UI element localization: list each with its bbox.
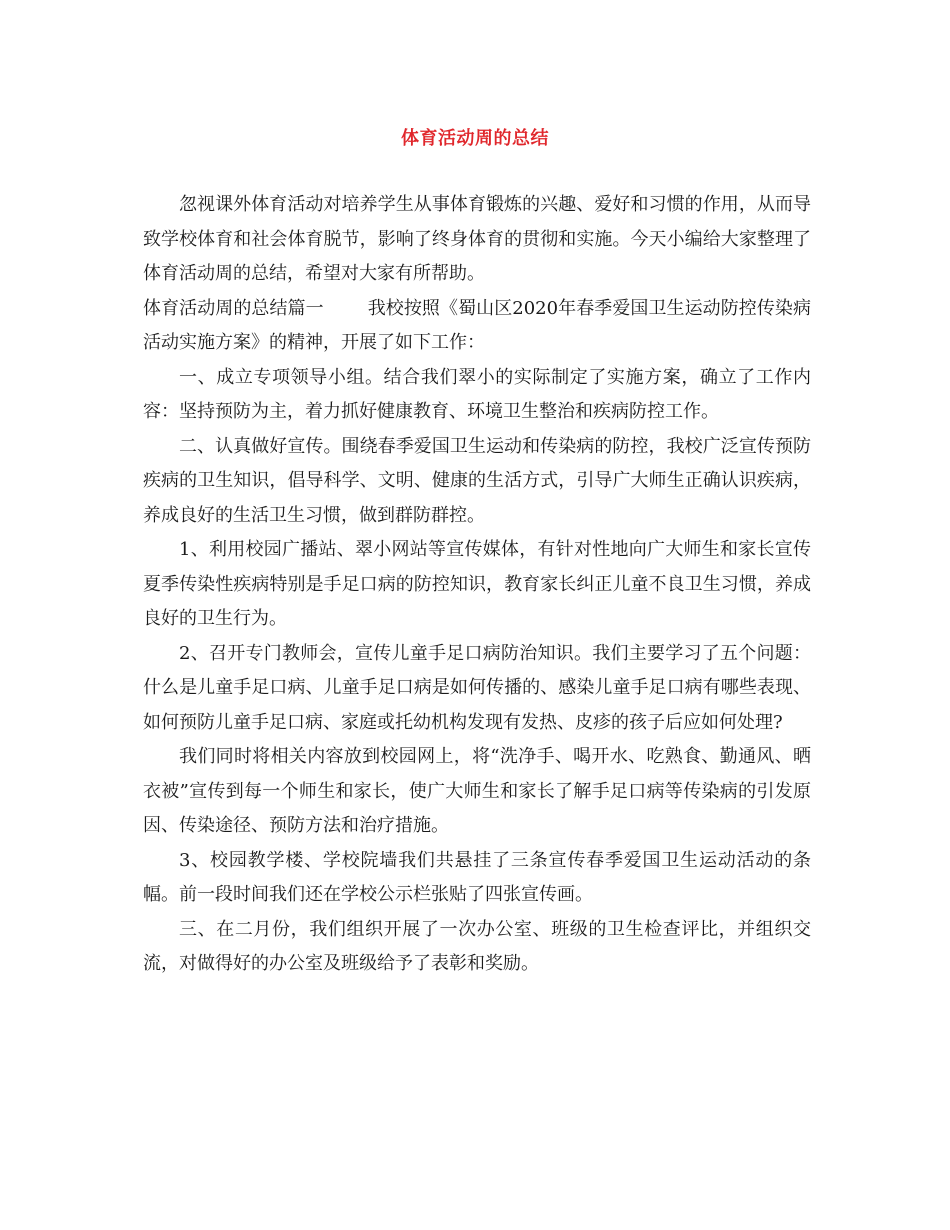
section-lead: 我校按照《蜀山区2020年春季爱国卫生运动防控传染病活动实施方案》的精神，开展了如下工作： (143, 297, 812, 353)
paragraph: 三、在二月份，我们组织开展了一次办公室、班级的卫生检查评比，并组织交流，对做得好的办公室及班级给予了表彰和奖励。 (143, 918, 811, 974)
section-heading-line (143, 292, 811, 361)
document-title: 体育活动周的总结 (401, 128, 549, 149)
paragraph: 二、认真做好宣传。围绕春季爱国卫生运动和传染病的防控，我校广泛宣传预防疾病的卫生知识，倡导科学、文明、健康的生活方式，引导广大师生正确认识疾病，养成良好的生活卫生习惯，做到群防群控。 (143, 435, 811, 526)
paragraph: 2、召开专门教师会，宣传儿童手足口病防治知识。我们主要学习了五个问题：什么是儿童手足口病、儿童手足口病是如何传播的、感染儿童手足口病有哪些表现、如何预防儿童手足口病、家庭或托幼机构发现有发热、皮疹的孩子后应如何处理? (143, 642, 811, 733)
paragraph: 我们同时将相关内容放到校园网上，将“洗净手、喝开水、吃熟食、勤通风、晒衣被”宣传到每一个师生和家长，使广大师生和家长了解手足口病等传染病的引发原因、传染途径、预防方法和治疗措施。 (143, 746, 811, 836)
section-heading: 体育活动周的总结篇一 (143, 297, 324, 319)
intro-paragraph: 忽视课外体育活动对培养学生从事体育锻炼的兴趣、爱好和习惯的作用，从而导致学校体育和社会体育脱节，影响了终身体育的贯彻和实施。今天小编给大家整理了体育活动周的总结，希望对大家有所帮助。 (143, 194, 811, 284)
document-body (143, 188, 811, 982)
paragraph: 一、成立专项领导小组。结合我们翠小的实际制定了实施方案，确立了工作内容：坚持预防为主，着力抓好健康教育、环境卫生整治和疾病防控工作。 (143, 366, 811, 422)
paragraph: 3、校园教学楼、学校院墙我们共悬挂了三条宣传春季爱国卫生运动活动的条幅。前一段时间我们还在学校公示栏张贴了四张宣传画。 (143, 849, 811, 905)
paragraph: 1、利用校园广播站、翠小网站等宣传媒体，有针对性地向广大师生和家长宣传夏季传染性疾病特别是手足口病的防控知识，教育家长纠正儿童不良卫生习惯，养成良好的卫生行为。 (143, 539, 811, 629)
